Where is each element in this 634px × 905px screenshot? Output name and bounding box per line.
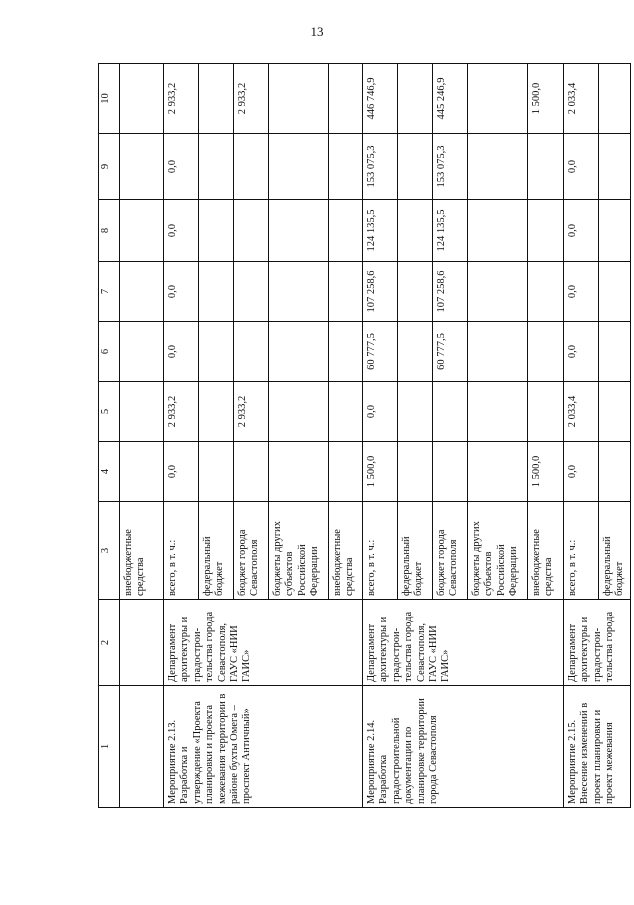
cell-measure: Мероприятие 2.14. Разработка градостроительной документации по планировке территории города Севастополя: [363, 686, 564, 808]
cell-executor: Департамент архитектуры и градострои-тельства города Севастополя, ГАУС «НИИ ГАИС»: [164, 600, 363, 686]
header-cell: 1: [99, 686, 120, 808]
cell-value: [199, 262, 234, 322]
cell-value: [120, 382, 164, 442]
cell-value: [120, 200, 164, 262]
table-row: [164, 64, 199, 808]
cell-value: [120, 442, 164, 502]
cell-source: бюджеты других субъектов Российской Федерации: [269, 502, 329, 600]
cell-value: 0,0: [164, 200, 199, 262]
header-row: [99, 64, 120, 808]
cell-value: [120, 262, 164, 322]
cell-value: [528, 134, 564, 200]
cell-value: 0,0: [564, 442, 599, 502]
cell-value: [599, 322, 631, 382]
cell-value: [199, 64, 234, 134]
cell-value: [599, 134, 631, 200]
cell-value: [329, 262, 363, 322]
cell-value: 445 246,9: [433, 64, 468, 134]
cell-value: 0,0: [363, 382, 398, 442]
cell-executor: Департамент архитектуры и градострои-тельства города Севастополя, ГАУС «НИИ ГАИС»: [363, 600, 564, 686]
table-row: [363, 64, 398, 808]
cell-source: бюджеты других субъектов Российской Федерации: [468, 502, 528, 600]
cell-value: 446 746,9: [363, 64, 398, 134]
cell-measure: Мероприятие 2.15. Внесение изменений в проект планировки и проект межевания: [564, 686, 631, 808]
budget-table: [98, 63, 631, 808]
cell-value: 124 135,5: [433, 200, 468, 262]
header-cell: 6: [99, 322, 120, 382]
table-row: [120, 64, 164, 808]
cell-value: 107 258,6: [433, 262, 468, 322]
cell-value: [528, 200, 564, 262]
cell-value: [329, 200, 363, 262]
cell-value: 60 777,5: [363, 322, 398, 382]
cell-value: [398, 262, 433, 322]
cell-source: всего, в т. ч.:: [564, 502, 599, 600]
cell-value: [468, 382, 528, 442]
cell-value: [199, 382, 234, 442]
cell-value: [599, 64, 631, 134]
cell-source: внебюджетные средства: [120, 502, 164, 600]
cell-value: 124 135,5: [363, 200, 398, 262]
cell-value: 0,0: [564, 262, 599, 322]
cell-value: [398, 134, 433, 200]
header-cell: 10: [99, 64, 120, 134]
cell-value: [398, 382, 433, 442]
cell-value: [599, 262, 631, 322]
header-cell: 4: [99, 442, 120, 502]
cell-source: федеральный бюджет: [599, 502, 631, 600]
cell-value: [398, 442, 433, 502]
cell-value: [468, 200, 528, 262]
cell-value: [329, 382, 363, 442]
cell-value: 1 500,0: [528, 442, 564, 502]
cell-value: 107 258,6: [363, 262, 398, 322]
cell-value: 2 933,2: [234, 382, 269, 442]
cell-value: 1 500,0: [363, 442, 398, 502]
page-number: 13: [310, 24, 324, 39]
cell-value: [528, 262, 564, 322]
cell-value: [269, 322, 329, 382]
cell-source: федеральный бюджет: [199, 502, 234, 600]
header-cell: 8: [99, 200, 120, 262]
cell-value: [528, 382, 564, 442]
rotated-table-wrapper: [98, 64, 626, 808]
cell-value: [528, 322, 564, 382]
cell-value: 2 933,2: [234, 64, 269, 134]
cell-value: 2 933,2: [164, 64, 199, 134]
cell-value: [269, 200, 329, 262]
cell-executor: [120, 600, 164, 686]
cell-value: 60 777,5: [433, 322, 468, 382]
cell-value: 0,0: [164, 262, 199, 322]
cell-value: [433, 382, 468, 442]
header-cell: 3: [99, 502, 120, 600]
cell-value: [199, 442, 234, 502]
cell-value: 0,0: [564, 322, 599, 382]
cell-source: внебюджетные средства: [528, 502, 564, 600]
cell-value: 0,0: [564, 134, 599, 200]
cell-value: [599, 200, 631, 262]
cell-value: [120, 134, 164, 200]
cell-value: 1 500,0: [528, 64, 564, 134]
cell-value: [269, 262, 329, 322]
cell-source: всего, в т. ч.:: [363, 502, 398, 600]
cell-value: [468, 134, 528, 200]
cell-value: [269, 382, 329, 442]
cell-value: 0,0: [564, 200, 599, 262]
cell-value: [599, 442, 631, 502]
table-row: [564, 64, 599, 808]
cell-source: внебюджетные средства: [329, 502, 363, 600]
cell-value: [398, 64, 433, 134]
cell-value: 153 075,3: [433, 134, 468, 200]
cell-value: [468, 64, 528, 134]
cell-value: [199, 322, 234, 382]
cell-value: [329, 322, 363, 382]
cell-value: [329, 442, 363, 502]
cell-value: [120, 64, 164, 134]
cell-value: [199, 134, 234, 200]
header-cell: 7: [99, 262, 120, 322]
cell-source: бюджет города Севастополя: [433, 502, 468, 600]
cell-source: всего, в т. ч.:: [164, 502, 199, 600]
cell-value: [433, 442, 468, 502]
header-cell: 9: [99, 134, 120, 200]
cell-measure: [120, 686, 164, 808]
cell-value: 2 033,4: [564, 382, 599, 442]
cell-measure: Мероприятие 2.13. Разработка и утверждение «Проекта планировки и проекта межевания территории в районе бухты Омега – проспект Античный»: [164, 686, 363, 808]
cell-value: [599, 382, 631, 442]
cell-value: [234, 442, 269, 502]
cell-source: бюджет города Севастополя: [234, 502, 269, 600]
cell-value: 0,0: [164, 442, 199, 502]
cell-value: 2 033,4: [564, 64, 599, 134]
cell-value: 0,0: [164, 134, 199, 200]
cell-value: 0,0: [164, 322, 199, 382]
cell-value: [398, 322, 433, 382]
cell-value: [398, 200, 433, 262]
cell-value: [468, 442, 528, 502]
cell-value: [329, 134, 363, 200]
cell-value: [199, 200, 234, 262]
header-cell: 5: [99, 382, 120, 442]
header-cell: 2: [99, 600, 120, 686]
cell-executor: Департамент архитектуры и градострои-тельства города: [564, 600, 631, 686]
cell-value: [269, 134, 329, 200]
cell-value: [234, 134, 269, 200]
cell-value: [329, 64, 363, 134]
cell-value: [120, 322, 164, 382]
cell-value: [234, 322, 269, 382]
cell-value: [468, 262, 528, 322]
cell-value: [269, 442, 329, 502]
cell-value: [234, 200, 269, 262]
cell-value: [269, 64, 329, 134]
cell-value: [234, 262, 269, 322]
cell-value: 153 075,3: [363, 134, 398, 200]
cell-value: 2 933,2: [164, 382, 199, 442]
cell-value: [468, 322, 528, 382]
cell-source: федеральный бюджет: [398, 502, 433, 600]
